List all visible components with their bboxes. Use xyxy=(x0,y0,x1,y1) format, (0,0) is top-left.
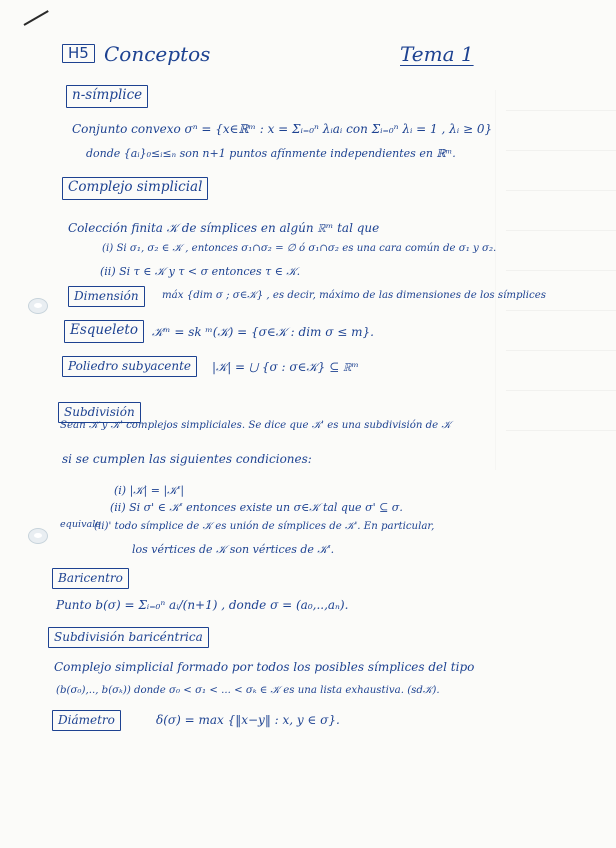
n-simplice-definition: Conjunto convexo σⁿ = {x∈ℝᵐ : x = Σᵢ₌₀ⁿ λᵢaᵢ con Σᵢ₌₀ⁿ λᵢ = 1 , λᵢ ≥ 0} xyxy=(72,122,493,136)
section-label-complejo: Complejo simplicial xyxy=(62,177,208,200)
section-label-baricentro: Baricentro xyxy=(52,568,129,589)
subdivision-baricentrica-line-1: Complejo simplicial formado por todos los posibles símplices del tipo xyxy=(54,660,475,674)
binder-hole-bottom xyxy=(28,528,48,544)
baricentro-definition: Punto b(σ) = Σᵢ₌₀ⁿ aᵢ/(n+1) , donde σ = (a₀,..,aₙ). xyxy=(56,598,349,612)
header-box-label: H5 xyxy=(62,44,95,63)
subdivision-definition-line-1: Sean 𝒦 y 𝒦' complejos simpliciales. Se dice que 𝒦' es una subdivisión de 𝒦 xyxy=(60,420,451,431)
section-label-poliedro: Poliedro subyacente xyxy=(62,356,197,377)
poliedro-definition: |𝒦| = ⋃ {σ : σ∈𝒦} ⊆ ℝᵐ xyxy=(212,360,359,374)
page-title: Conceptos xyxy=(104,42,211,66)
binder-hole-top xyxy=(28,298,48,314)
section-label-n-simplice: n-símplice xyxy=(66,85,148,108)
section-label-subdivision-baricentrica: Subdivisión baricéntrica xyxy=(48,627,209,648)
complejo-condition-2: (ii) Si τ ∈ 𝒦 y τ < σ entonces τ ∈ 𝒦. xyxy=(100,265,301,278)
pen-stroke-mark xyxy=(24,10,49,26)
topic-label: Tema 1 xyxy=(400,42,474,66)
subdivision-baricentrica-line-2: (b(σ₀),.., b(σₖ)) donde σ₀ < σ₁ < ... < σₖ ∈ 𝒦 es una lista exhaustiva. (sd𝒦). xyxy=(56,685,440,696)
subdivision-condition-1: (i) |𝒦| = |𝒦'| xyxy=(114,484,185,497)
subdivision-condition-2-vertices: los vértices de 𝒦 son vértices de 𝒦'. xyxy=(132,543,335,556)
complejo-definition: Colección finita 𝒦 de símplices en algún ℝᵐ tal que xyxy=(68,221,380,235)
diametro-definition: δ(σ) = max {‖x−y‖ : x, y ∈ σ}. xyxy=(156,713,340,727)
subdivision-condition-2-prime: (ii)' todo símplice de 𝒦 es unión de símplices de 𝒦'. En particular, xyxy=(94,521,435,532)
subdivision-condition-2: (ii) Si σ' ∈ 𝒦' entonces existe un σ∈𝒦 tal que σ' ⊆ σ. xyxy=(110,501,403,514)
n-simplice-condition: donde {aᵢ}₀≤ᵢ≤ₙ son n+1 puntos afínmente independientes en ℝᵐ. xyxy=(86,147,456,160)
section-label-dimension: Dimensión xyxy=(68,286,145,307)
section-label-diametro: Diámetro xyxy=(52,710,121,731)
subdivision-definition-line-2: si se cumplen las siguientes condiciones: xyxy=(62,452,312,466)
complejo-condition-1: (i) Si σ₁, σ₂ ∈ 𝒦 , entonces σ₁∩σ₂ = ∅ ó σ₁∩σ₂ es una cara común de σ₁ y σ₂. xyxy=(102,243,497,254)
section-label-esqueleto: Esqueleto xyxy=(64,320,144,343)
bleed-through-grid xyxy=(495,90,616,470)
side-note-equivale: equivale xyxy=(60,519,101,530)
section-label-subdivision: Subdivisión xyxy=(58,402,141,423)
dimension-definition: máx {dim σ ; σ∈𝒦} , es decir, máximo de las dimensiones de los símplices xyxy=(162,290,546,301)
esqueleto-definition: 𝒦ᵐ = sk ᵐ(𝒦) = {σ∈𝒦 : dim σ ≤ m}. xyxy=(152,325,374,339)
